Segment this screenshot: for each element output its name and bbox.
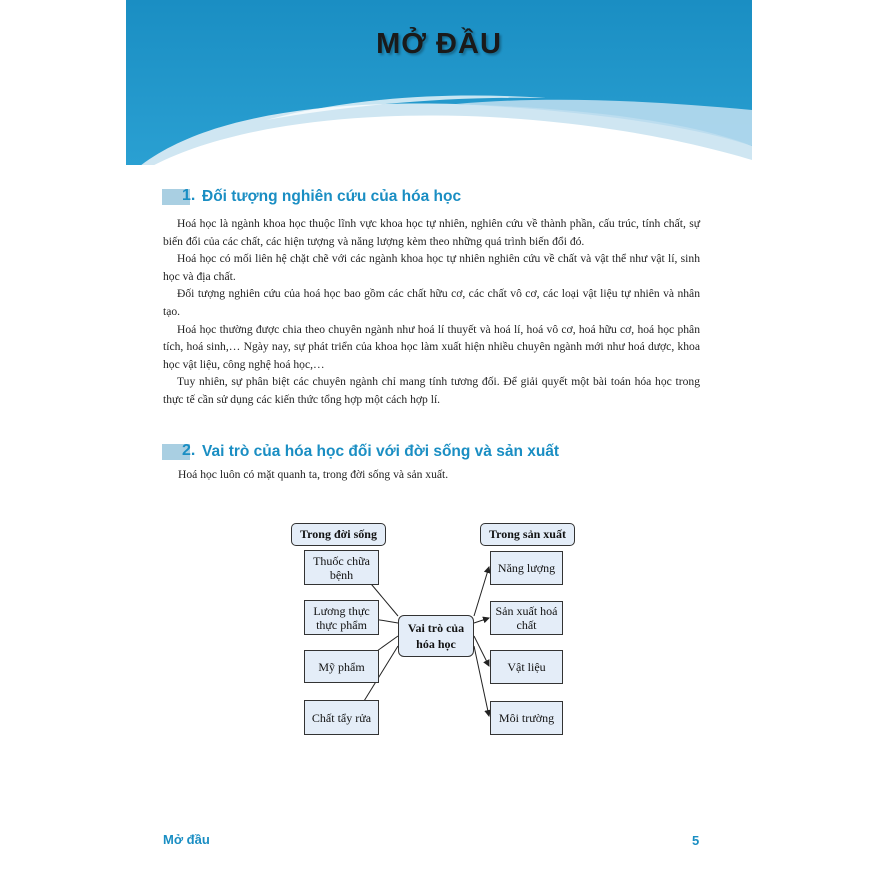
paragraph: Đối tượng nghiên cứu của hoá học bao gồm các chất hữu cơ, các chất vô cơ, các loại vật liệu tự nhiên và nhân tạo. [163, 287, 700, 318]
section-title: Vai trò của hóa học đối với đời sống và sản xuất [202, 443, 560, 460]
left-item-box: Thuốc chữa bệnh [304, 550, 379, 585]
section-2-intro: Hoá học luôn có mặt quanh ta, trong đời sống và sản xuất. [178, 468, 449, 481]
arrow [474, 618, 489, 623]
left-item-box: Chất tẩy rửa [304, 700, 379, 735]
footer-section-name: Mở đầu [163, 832, 210, 847]
right-heading-box: Trong sản xuất [480, 523, 575, 546]
left-item-box: Lương thực thực phẩm [304, 600, 379, 635]
section-1-heading [162, 186, 461, 208]
left-heading-box: Trong đời sống [291, 523, 386, 546]
right-item-box: Vật liệu [490, 650, 563, 684]
page [126, 0, 752, 878]
section-2-heading [162, 441, 559, 463]
roles-diagram [286, 516, 586, 746]
section-marker-bar [162, 442, 196, 460]
arrow [474, 567, 489, 616]
section-title: Đối tượng nghiên cứu của hóa học [202, 188, 462, 205]
page-title: MỞ ĐẦU [376, 28, 502, 60]
right-item-box: Sản xuất hoá chất [490, 601, 563, 635]
paragraph: Hoá học thường được chia theo chuyên ngành như hoá lí thuyết và hoá lí, hoá vô cơ, hoá hữu cơ, hoá học phân tích, hoá sinh,… Ngày nay, sự phát triển của khoa học làm xuất hiện nhiều chuyên ngành mới như hoá dược, khoa học vật liệu, công nghệ hoá học,… [163, 322, 700, 371]
paragraph: Hoá học có mối liên hệ chặt chẽ với các ngành khoa học tự nhiên nghiên cứu về chất và vật thể như vật lí, sinh học và địa chất. [163, 252, 700, 283]
left-item-box: Mỹ phẩm [304, 650, 379, 683]
section-number: 1. [182, 187, 196, 204]
paragraph: Tuy nhiên, sự phân biệt các chuyên ngành chỉ mang tính tương đối. Để giải quyết một bài toán hóa học trong thực tế cần sử dụng các kiến thức tổng hợp một cách hợp lí. [163, 375, 700, 406]
arrow [474, 646, 489, 716]
right-item-box: Môi trường [490, 701, 563, 735]
section-number: 2. [182, 442, 196, 459]
page-number: 5 [692, 833, 700, 848]
section-marker-bar [162, 187, 196, 205]
arrow [474, 636, 489, 666]
center-box: Vai trò của hóa học [398, 615, 474, 657]
section-1-body [163, 215, 700, 409]
header-banner [126, 0, 752, 165]
right-item-box: Năng lượng [490, 551, 563, 585]
paragraph: Hoá học là ngành khoa học thuộc lĩnh vực khoa học tự nhiên, nghiên cứu về thành phần, cấu trúc, tính chất, sự biến đổi của các chất, các hiện tượng và năng lượng kèm theo những quá trình biến đổi đó. [163, 217, 700, 248]
banner-wave-graphic [126, 0, 752, 165]
